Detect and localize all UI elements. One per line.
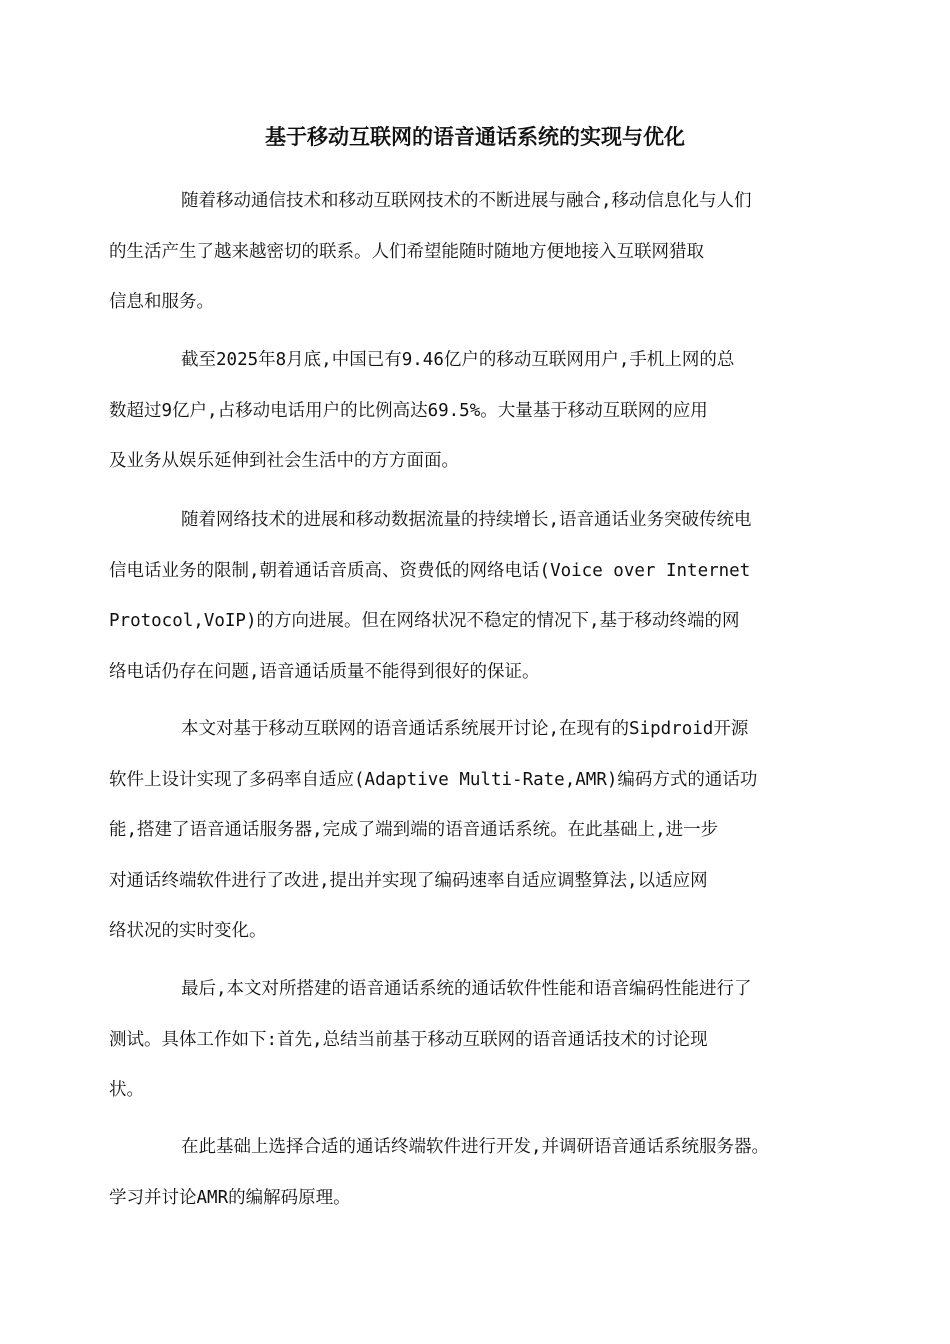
paragraph-line: 对通话终端软件进行了改进,提出并实现了编码速率自适应调整算法,以适应网 — [109, 870, 708, 891]
paragraph-line: 随着移动通信技术和移动互联网技术的不断进展与融合,移动信息化与人们 — [181, 191, 752, 211]
paragraph-line: 截至2025年8月底,中国已有9.46亿户的移动互联网用户,手机上网的总 — [181, 350, 735, 370]
paragraph-statistics — [109, 335, 815, 487]
paragraph-line: 信电话业务的限制,朝着通话音质高、资费低的网络电话(Voice over Internet — [109, 560, 751, 581]
paragraph-work-summary — [109, 704, 815, 957]
paragraph-line: 络电话仍存在问题,语音通话质量不能得到很好的保证。 — [109, 661, 540, 682]
paragraph-line: 能,搭建了语音通话服务器,完成了端到端的语音通话系统。在此基础上,进一步 — [109, 820, 719, 840]
paragraph-line: 随着网络技术的进展和移动数据流量的持续增长,语音通话业务突破传统电 — [181, 510, 752, 530]
paragraph-line: 的生活产生了越来越密切的联系。人们希望能随时随地方便地接入互联网猎取 — [109, 241, 704, 262]
paragraph-line: 状。 — [109, 1080, 144, 1100]
paragraph-line: 最后,本文对所搭建的语音通话系统的通话软件性能和语音编码性能进行了 — [181, 979, 752, 999]
paragraph-line: Protocol,VoIP)的方向进展。但在网络状况不稳定的情况下,基于移动终端的网 — [109, 611, 740, 631]
document-title: 基于移动互联网的语音通话系统的实现与优化 — [265, 124, 685, 149]
paragraph-line: 本文对基于移动互联网的语音通话系统展开讨论,在现有的Sipdroid开源 — [181, 719, 749, 739]
paragraph-intro — [109, 176, 815, 328]
paragraph-testing — [109, 964, 815, 1116]
paragraph-line: 数超过9亿户,占移动电话用户的比例高达69.5%。大量基于移动互联网的应用 — [109, 400, 708, 421]
paragraph-development — [109, 1122, 815, 1223]
paragraph-line: 络状况的实时变化。 — [109, 921, 267, 941]
paragraph-line: 学习并讨论AMR的编解码原理。 — [109, 1187, 351, 1208]
paragraph-voip — [109, 495, 815, 697]
paragraph-line: 在此基础上选择合适的通话终端软件进行开发,并调研语音通话系统服务器。 — [181, 1137, 770, 1157]
paragraph-line: 信息和服务。 — [109, 292, 214, 312]
paragraph-line: 测试。具体工作如下:首先,总结当前基于移动互联网的语音通话技术的讨论现 — [109, 1029, 708, 1050]
paragraph-line: 软件上设计实现了多码率自适应(Adaptive Multi-Rate,AMR)编码方式的通话功 — [109, 769, 758, 790]
paragraph-line: 及业务从娱乐延伸到社会生活中的方方面面。 — [109, 451, 459, 471]
